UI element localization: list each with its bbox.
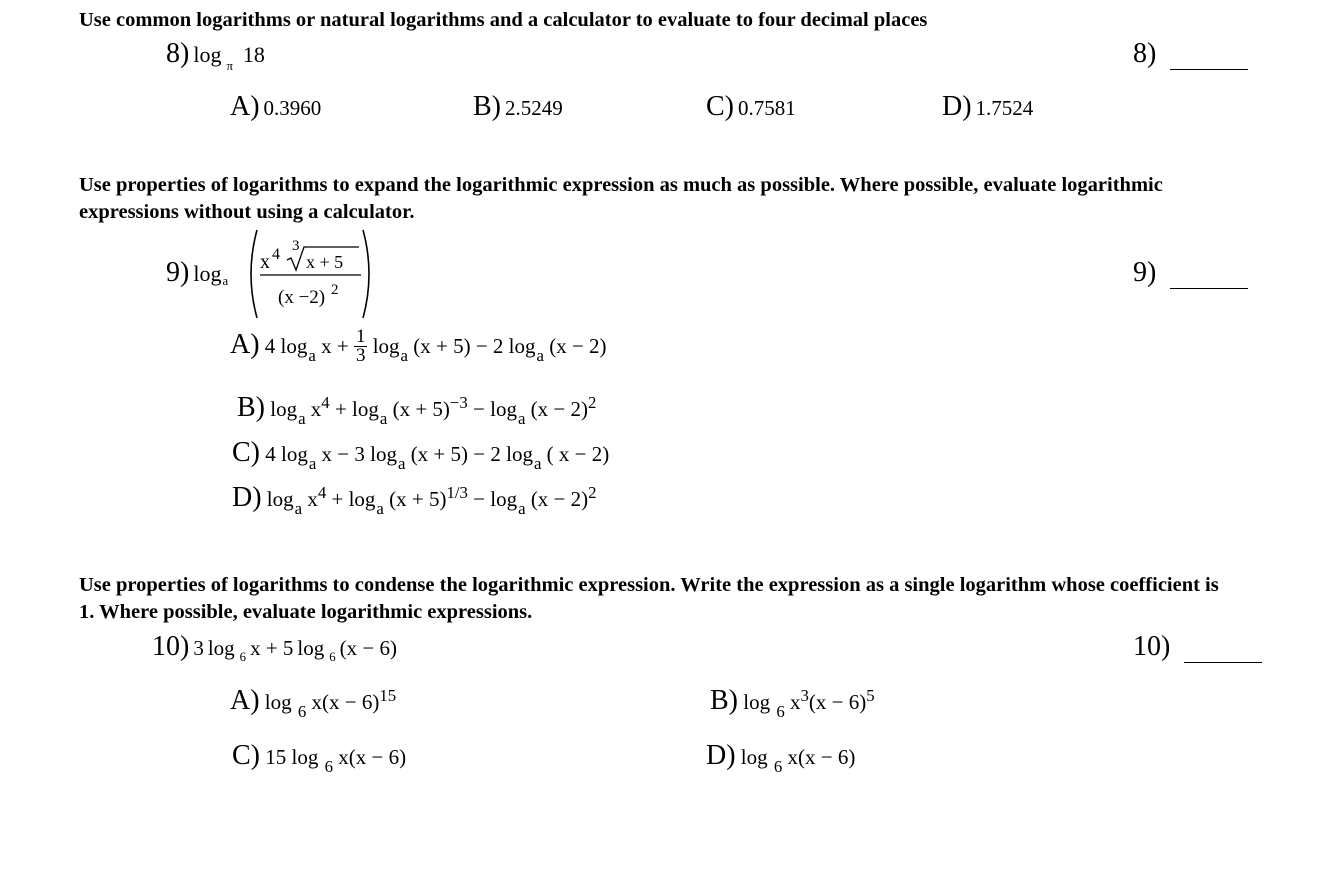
question-10	[152, 631, 397, 663]
exponent: 15	[379, 685, 397, 705]
option-10b[interactable]	[710, 685, 875, 721]
term: (x + 5) − 2	[410, 442, 501, 466]
coefficient: 4	[264, 334, 276, 358]
log-word: log	[490, 487, 518, 511]
log-word: log	[193, 261, 222, 286]
term: (x − 2)	[549, 334, 607, 358]
instruction-2: Use properties of logarithms to expand the logarithmic expression as much as possible. Where possible, evaluate logarithmic expressions without using a calculator.	[79, 174, 1163, 223]
log-word: log	[281, 442, 308, 466]
log-base: 6	[324, 756, 333, 776]
log-word: log	[506, 442, 533, 466]
instruction-3: Use properties of logarithms to condense the logarithmic expression. Write the expression as a single logarithm whose coefficient is 1. Where possible, evaluate logarithmic expressions.	[79, 574, 1219, 623]
option-letter: A)	[230, 685, 260, 716]
option-letter: D)	[232, 482, 262, 513]
log-word: log	[207, 636, 235, 660]
exponent: 4	[317, 482, 327, 502]
option-9c[interactable]	[232, 437, 610, 473]
log-base: 6	[329, 649, 336, 664]
answer-blank-9[interactable]	[1133, 257, 1248, 289]
option-letter: B)	[473, 91, 501, 122]
log-word: log	[264, 690, 292, 714]
exponent: 2	[588, 392, 597, 412]
log-word: log	[743, 690, 771, 714]
question-number: 8)	[166, 38, 190, 69]
option-10c[interactable]	[232, 740, 407, 776]
option-letter: C)	[232, 437, 260, 468]
answer-blank-8[interactable]	[1133, 38, 1248, 70]
option-8c[interactable]	[706, 91, 796, 123]
coefficient: 4	[265, 442, 276, 466]
coefficient: 15	[265, 745, 287, 769]
option-10d[interactable]	[706, 740, 856, 776]
log-word: log	[508, 334, 536, 358]
coefficient: 3	[193, 636, 204, 660]
question-8	[166, 38, 265, 73]
log-base: a	[379, 408, 388, 428]
option-letter: B)	[710, 685, 738, 716]
option-value: 0.3960	[263, 96, 322, 120]
log-base: 6	[773, 756, 783, 776]
operator: −	[473, 487, 486, 511]
option-letter: B)	[237, 392, 265, 423]
exponent: 2	[588, 482, 597, 502]
radicand: x + 5	[306, 252, 344, 272]
log-base: a	[533, 453, 542, 473]
fraction-numerator: 1	[355, 325, 366, 347]
expression: x(x − 6)	[311, 690, 380, 714]
log-word: log	[270, 397, 298, 421]
expression: (x − 6)	[808, 690, 867, 714]
log-word: log	[193, 42, 222, 67]
log-word: log	[370, 442, 397, 466]
term: (x − 2)	[530, 397, 589, 421]
log-word: log	[297, 636, 325, 660]
question-9	[166, 257, 228, 289]
option-letter: C)	[232, 740, 260, 771]
log-base: a	[397, 453, 406, 473]
log-argument: 18	[242, 42, 265, 67]
answer-line[interactable]	[1170, 43, 1248, 70]
log-word: log	[266, 487, 294, 511]
log-base: 6	[297, 701, 307, 721]
term: (x + 5) − 2	[413, 334, 504, 358]
option-8d[interactable]	[942, 91, 1033, 123]
exponent: 4	[321, 392, 330, 412]
instruction-1: Use common logarithms or natural logarithms and a calculator to evaluate to four decimal places	[79, 9, 928, 31]
operator: +	[334, 397, 347, 421]
numerator-exponent: 4	[272, 246, 280, 263]
option-9b[interactable]	[237, 392, 597, 428]
log-word: log	[490, 397, 517, 421]
question-number: 9)	[166, 257, 190, 288]
log-word: log	[291, 745, 319, 769]
option-letter: A)	[230, 91, 260, 122]
log-base: a	[222, 274, 229, 289]
log-base: a	[517, 408, 526, 428]
option-letter: D)	[706, 740, 736, 771]
term: ( x − 2)	[546, 442, 610, 466]
log-base: a	[308, 345, 316, 365]
option-value: 0.7581	[738, 96, 796, 120]
log-word: log	[740, 745, 768, 769]
option-letter: C)	[706, 91, 734, 122]
log-base: π	[226, 58, 233, 73]
log-base: a	[518, 498, 526, 518]
term: (x + 5)	[392, 397, 450, 421]
option-9d[interactable]	[232, 482, 597, 518]
option-value: 2.5249	[505, 96, 563, 120]
answer-line[interactable]	[1184, 636, 1262, 663]
expression: x(x − 6)	[338, 745, 407, 769]
term: x − 3	[321, 442, 365, 466]
log-base: a	[376, 498, 384, 518]
fraction-denominator: 3	[355, 344, 366, 366]
numerator-base: x	[260, 251, 270, 273]
option-9a[interactable]	[230, 325, 607, 367]
log-word: log	[280, 334, 308, 358]
answer-line[interactable]	[1170, 262, 1248, 289]
term: x	[307, 487, 318, 511]
denominator: (x −2)	[278, 287, 326, 308]
option-8a[interactable]	[230, 91, 321, 123]
term: (x − 2)	[530, 487, 589, 511]
log-base: a	[294, 498, 303, 518]
root-index: 3	[292, 238, 300, 254]
question-number: 10)	[152, 631, 190, 662]
option-letter: A)	[230, 329, 260, 360]
option-value: 1.7524	[975, 96, 1034, 120]
left-paren	[251, 230, 257, 318]
log-base: a	[308, 453, 317, 473]
log-base: a	[536, 345, 544, 365]
expression: x	[789, 690, 801, 714]
log-base: 6	[239, 649, 247, 664]
operator: +	[331, 487, 344, 511]
term: x	[310, 397, 322, 421]
option-letter: D)	[942, 91, 972, 122]
operator: −	[473, 397, 485, 421]
answer-blank-10[interactable]	[1133, 631, 1262, 663]
expression: x(x − 6)	[787, 745, 856, 769]
term: x + 5	[250, 636, 294, 660]
denominator-exponent: 2	[331, 282, 339, 298]
log-base: a	[400, 345, 408, 365]
fraction-expression	[247, 228, 375, 320]
log-base: a	[298, 408, 306, 428]
log-word: log	[348, 487, 376, 511]
exponent: −3	[449, 392, 468, 412]
answer-label: 8)	[1133, 38, 1157, 69]
right-paren	[363, 230, 369, 318]
term: (x − 6)	[339, 636, 398, 660]
exponent: 1/3	[446, 482, 468, 502]
fraction	[354, 325, 368, 366]
term: (x + 5)	[389, 487, 447, 511]
exponent: 5	[866, 685, 875, 705]
log-base: 6	[776, 701, 785, 721]
answer-label: 10)	[1133, 631, 1171, 662]
option-10a[interactable]	[230, 685, 397, 721]
answer-label: 9)	[1133, 257, 1157, 288]
term: x +	[321, 334, 349, 358]
exponent: 3	[800, 685, 809, 705]
option-8b[interactable]	[473, 91, 563, 123]
log-word: log	[352, 397, 379, 421]
log-word: log	[372, 334, 400, 358]
